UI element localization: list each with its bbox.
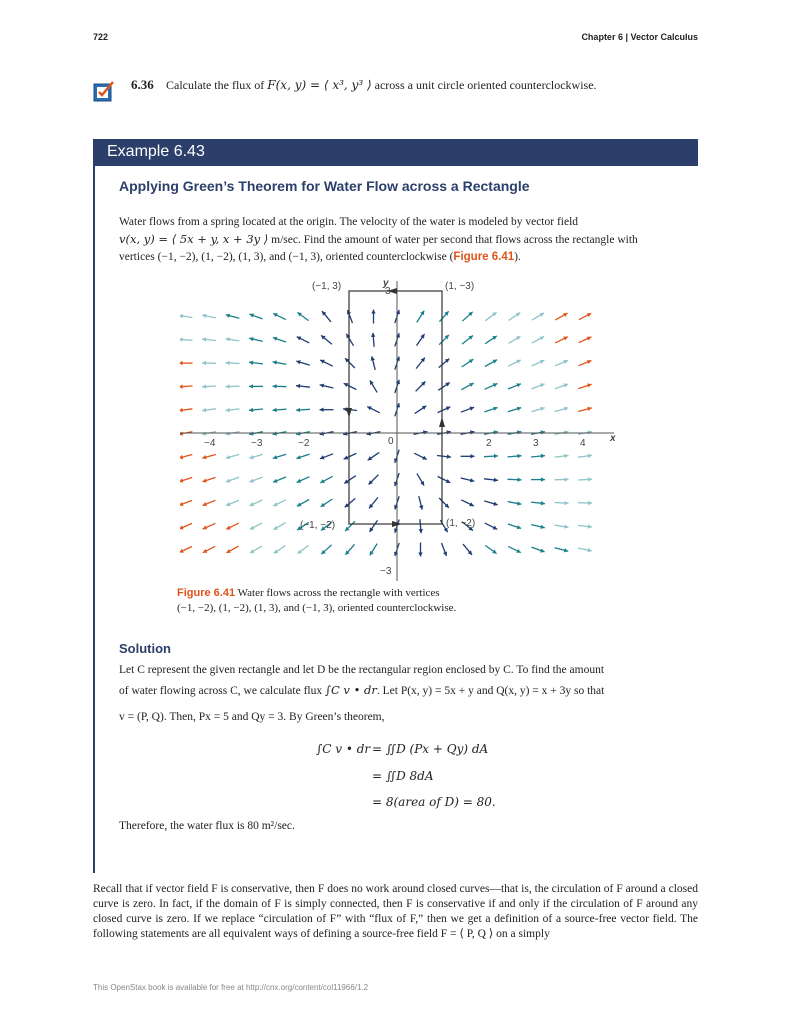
vector-arrowhead [202, 361, 206, 365]
problem-line-3 [119, 249, 673, 266]
orientation-arrow-left [346, 408, 352, 418]
vector-arrowhead [273, 408, 277, 412]
vector-arrowhead [588, 548, 592, 552]
vector-arrowhead [494, 454, 498, 458]
problem-line-2 [119, 231, 673, 249]
vector-arrowhead [418, 553, 422, 557]
exercise-number: 6.36 [131, 77, 154, 92]
vector-arrowhead [564, 477, 568, 481]
vector-arrowhead [471, 454, 475, 458]
equation-line-3: = 8(area of D) = 80. [372, 795, 496, 809]
vector-arrowhead [249, 384, 253, 388]
vector-arrowhead [517, 454, 521, 458]
vector-arrowhead [423, 430, 427, 434]
problem-line-3-text: vertices (−1, −2), (1, −2), (1, 3), and (−1, 3), oriented counterclockwise ( [119, 251, 454, 263]
y-tick-label: −3 [380, 566, 392, 577]
vertex-label-bottom-left: (−1, −2) [300, 520, 336, 531]
vector-arrowhead [249, 431, 253, 435]
x-tick-label: −3 [251, 438, 263, 449]
vector-arrowhead [447, 430, 451, 434]
page-number: 722 [93, 32, 109, 42]
vector-arrowhead [180, 361, 183, 365]
vector-arrowhead [180, 408, 183, 412]
vector-arrowhead [226, 361, 230, 365]
solution-line-2a: of water flowing across C, we calculate flux [119, 685, 325, 697]
vector-arrowhead [541, 477, 545, 481]
solution-text [119, 660, 673, 727]
vector-arrowhead [588, 430, 592, 434]
vector-arrowhead [180, 314, 183, 318]
vector-arrowhead [180, 384, 183, 388]
vector-arrowhead [226, 384, 230, 388]
example-label: Example 6.43 [107, 143, 205, 160]
x-tick-label: −4 [204, 438, 216, 449]
vector-arrowhead [180, 337, 183, 341]
y-tick-label: 3 [385, 286, 391, 297]
example-heading: Applying Green’s Theorem for Water Flow across a Rectangle [119, 178, 530, 194]
footer-text: This OpenStax book is available for free at http://cnx.org/content/col11966/1.2 [93, 983, 369, 992]
vector-arrowhead [541, 430, 545, 434]
vector-arrowhead [343, 431, 347, 435]
vector-arrowhead [371, 356, 375, 360]
x-axis-label: x [610, 433, 616, 444]
caption-label: Figure 6.41 [177, 587, 236, 599]
vector-arrowhead [371, 310, 375, 314]
vector-arrowhead [320, 384, 324, 388]
solution-line-1: Let C represent the given rectangle and let D be the rectangular region enclosed by C. To find the amount [119, 664, 605, 676]
vector-arrowhead [367, 431, 371, 435]
solution-line-2b: . Let P(x, y) = 5x + y and Q(x, y) = x + 3y so that [376, 685, 605, 697]
example-left-rule [93, 166, 95, 873]
vector-arrowhead [202, 384, 206, 388]
vector-arrowhead [249, 337, 253, 341]
vector-arrowhead [202, 314, 206, 318]
figure-link[interactable]: Figure 6.41 [453, 251, 515, 263]
problem-line-1: Water flows from a spring located at the origin. The velocity of the water is modeled by vector field [119, 216, 579, 228]
figure-caption [177, 586, 456, 616]
rectangle-curve [349, 291, 442, 524]
x-tick-label: 3 [533, 438, 539, 449]
vertex-label-top-right: (1, −3) [445, 281, 475, 292]
vector-arrowhead [320, 431, 324, 435]
vector-arrowhead [470, 430, 474, 434]
example-problem [119, 214, 673, 266]
vector-arrowhead [202, 431, 206, 435]
equation-line-2: = ∬D 8dA [372, 769, 434, 783]
solution-conclusion: Therefore, the water flux is 80 m²/sec. [119, 820, 295, 832]
problem-line-3-end: ). [514, 251, 521, 263]
exercise-text-after: across a unit circle oriented counterclockwise. [371, 78, 597, 92]
vector-field-figure [180, 276, 620, 581]
vector-arrowhead [564, 501, 568, 505]
vector-arrowhead [588, 477, 592, 481]
vector-arrowhead [249, 408, 253, 412]
vector-arrowhead [226, 431, 230, 435]
checkbox-pencil-icon [93, 80, 117, 102]
vector-arrowhead [517, 430, 521, 434]
chapter-title: Chapter 6 | Vector Calculus [581, 32, 698, 42]
x-tick-label: −2 [298, 438, 310, 449]
vector-arrowhead [517, 478, 521, 482]
vector-arrowhead [470, 478, 474, 482]
x-tick-label: 2 [486, 438, 492, 449]
vector-arrowhead [273, 384, 277, 388]
origin-label: 0 [388, 436, 394, 447]
solution-heading: Solution [119, 641, 171, 656]
vertex-label-bottom-right: (1, −2) [446, 518, 476, 529]
vector-arrowhead [371, 333, 375, 337]
y-axis-label: y [383, 278, 389, 289]
vector-arrowhead [541, 454, 545, 458]
vector-arrowhead [419, 529, 423, 533]
velocity-field-formula: v(x, y) = ⟨ 5x + y, x + 3y ⟩ [119, 232, 269, 246]
exercise-text-before: Calculate the flux of [166, 78, 268, 92]
solution-line-3: v = (P, Q). Then, Px = 5 and Qy = 3. By Green’s theorem, [119, 711, 385, 723]
exercise-formula: F(x, y) = ⟨ x³, y³ ⟩ [267, 78, 372, 92]
vector-arrowhead [273, 431, 277, 435]
problem-line-2-text: m/sec. Find the amount of water per second that flows across the rectangle with [268, 234, 638, 246]
equation-line-1: = ∬D (Px + Qy) dA [372, 742, 489, 756]
vector-arrowhead [296, 431, 300, 435]
caption-line-1 [177, 586, 456, 601]
solution-line-2 [119, 680, 673, 701]
exercise-text [166, 78, 597, 93]
vector-arrowhead [588, 501, 592, 505]
body-paragraph: Recall that if vector field F is conservative, then F does no work around closed curves—that is, the circulation of F around a closed curve is zero. In fact, if the domain of F is simply connected, then F is conservative if and only if the circulation of F around any closed curve is zero. If we replace “circulation of F” with “flux of F,” then we get a definition of a source-free vector field. The following statements are all equivalent ways of defining a source-free field F = ⟨ P, Q ⟩ on a simply [93, 883, 698, 940]
x-tick-label: 4 [580, 438, 586, 449]
orientation-arrow-right [439, 417, 445, 427]
caption-line-2: (−1, −2), (1, −2), (1, 3), and (−1, 3), oriented counterclockwise. [177, 602, 457, 614]
equation-lhs: ∫C v • dr [316, 742, 371, 756]
vector-arrowhead [494, 430, 498, 434]
vector-arrowhead [320, 408, 324, 412]
flux-integral: ∫C v • dr [324, 683, 377, 697]
vertex-label-top-left: (−1, 3) [312, 281, 342, 292]
vector-arrowhead [296, 408, 300, 412]
caption-text: Water flows across the rectangle with vertices [235, 587, 440, 599]
vector-arrowhead [564, 430, 568, 434]
vector-arrowhead [419, 505, 423, 509]
vector-arrowhead [540, 525, 544, 529]
